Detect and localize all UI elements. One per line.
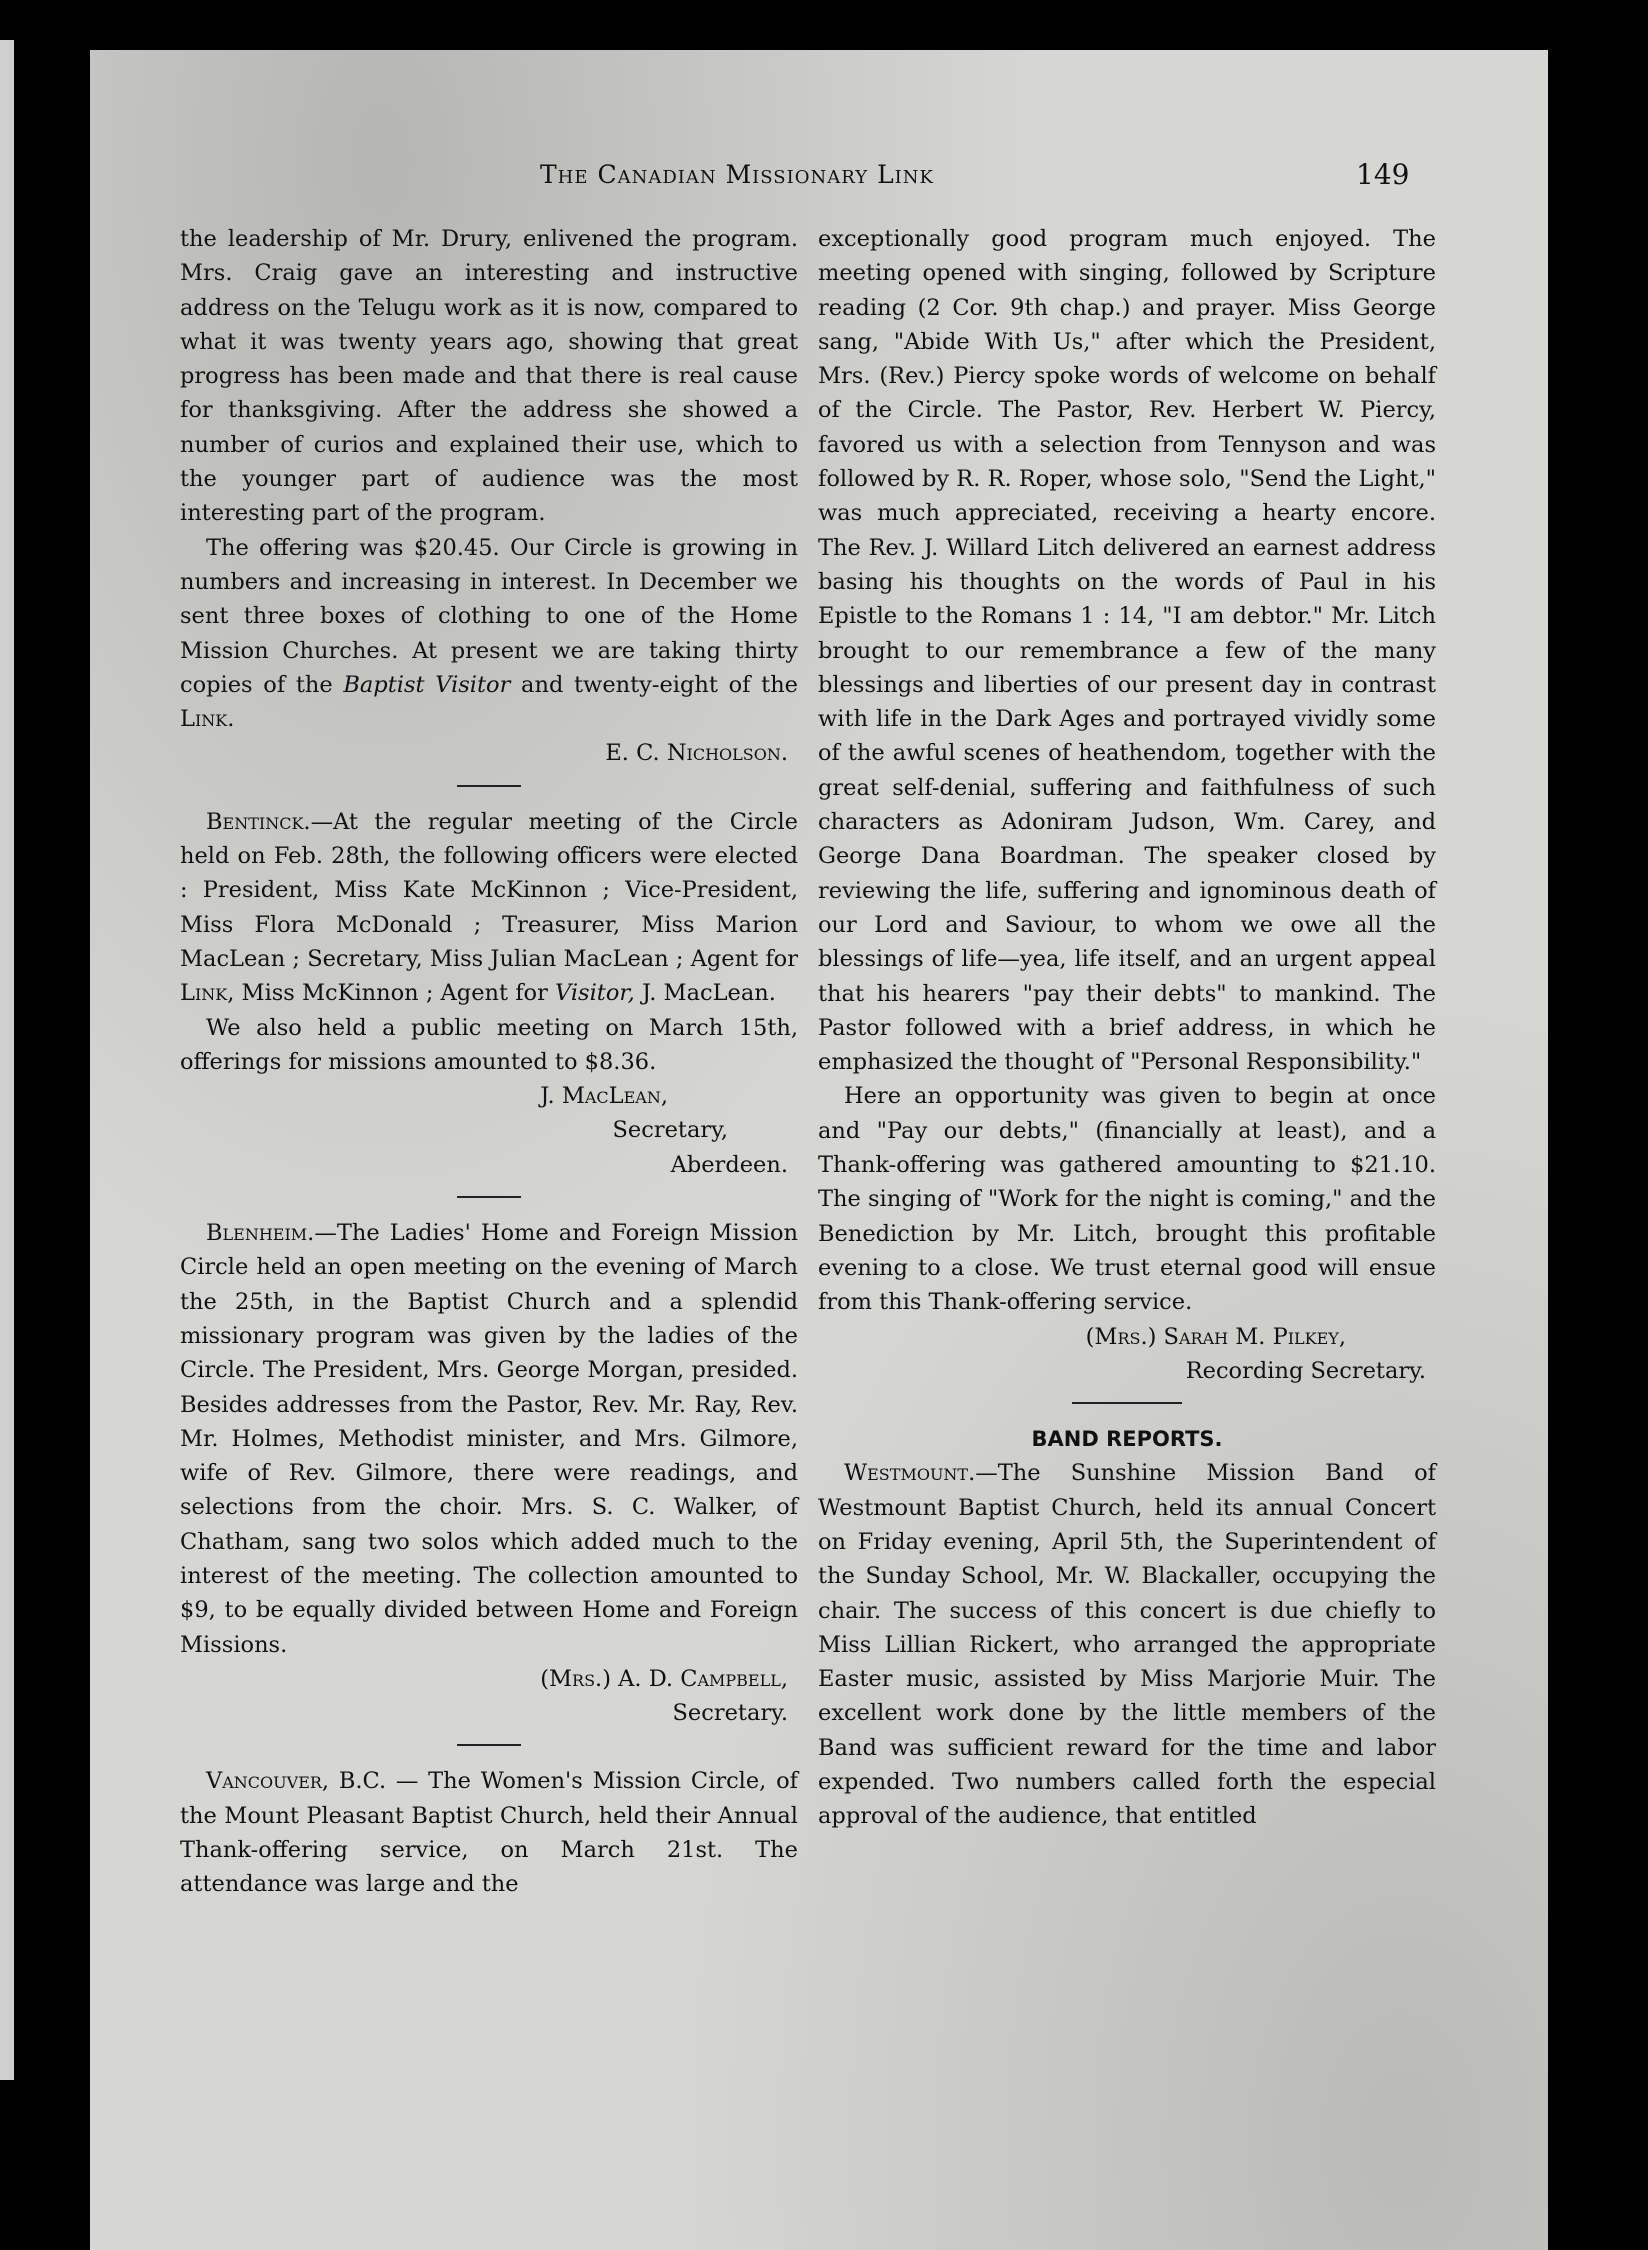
paragraph: Here an opportunity was given to begin at once and "Pay our debts," (financially at least), and a Thank-offering was gathered amounting to $21.10. The singing of "Work for the night is coming," and the Benediction by Mr. Litch, brought this profitable evening to a close. We trust eternal good will ensue from this Thank-offering service. — [818, 1083, 1436, 1316]
place-name: Blenheim. — [206, 1220, 315, 1247]
report-westmount — [818, 1456, 1436, 1833]
signature-name: (Mrs.) A. D. Campbell, — [540, 1665, 788, 1692]
signature-name: (Mrs.) Sarah M. Pilkey, — [1085, 1323, 1346, 1350]
report-vancouver — [180, 1764, 798, 1901]
text: and twenty-eight of the — [510, 671, 798, 698]
text: — The Women's Mission Circle, of the Mount Pleasant Baptist Church, held their Annual Thank-offering service, on March 21st. The attendance was large and the — [180, 1768, 798, 1898]
scan-border-right — [1548, 0, 1648, 2240]
place-name: Westmount. — [844, 1460, 976, 1487]
section-divider — [457, 1196, 521, 1198]
publication-title: Link, — [180, 980, 235, 1007]
report-blenheim — [180, 1216, 798, 1662]
place-name: Vancouver, B.C. — [206, 1768, 387, 1795]
paragraph: the leadership of Mr. Drury, enlivened the program. Mrs. Craig gave an interesting and instructive address on the Telugu work as it is now, compared to what it was twenty years ago, showing that great progress has been made and that there is real cause for thanksgiving. After the address she showed a number of curios and explained their use, which to the younger part of audience was the most interesting part of the program. — [180, 226, 798, 527]
signature-title: Secretary, — [612, 1117, 728, 1144]
signature-place: Aberdeen. — [670, 1151, 788, 1178]
text: —The Ladies' Home and Foreign Mission Circle held an open meeting on the evening of March the 25th, in the Baptist Church and a splendid missionary program was given by the ladies of the Circle. The President, Mrs. George Morgan, presided. Besides addresses from the Pastor, Rev. Mr. Ray, Rev. Mr. Holmes, Methodist minister, and Mrs. Gilmore, wife of Rev. Gilmore, there were readings, and selections from the choir. Mrs. S. C. Walker, of Chatham, sang two solos which added much to the interest of the meeting. The collection amounted to $9, to be equally divided between Home and Foreign Missions. — [180, 1220, 798, 1658]
page-number: 149 — [1356, 158, 1410, 191]
publication-title: Baptist Visitor — [343, 671, 511, 698]
text: The offering was $20.45. Our Circle is growing in numbers and increasing in interest. In December we sent three boxes of clothing to one of the Home Mission Churches. At present we are taking thirty copies of the — [180, 534, 798, 698]
signature-name: J. MacLean, — [540, 1083, 668, 1110]
running-title: The Canadian Missionary Link — [540, 160, 934, 189]
signature-title: Secretary. — [672, 1700, 788, 1727]
text: Miss McKinnon ; Agent for — [234, 980, 555, 1007]
section-divider — [457, 1744, 521, 1746]
section-divider — [1072, 1402, 1182, 1404]
right-column — [818, 222, 1436, 1834]
report-bentinck — [180, 805, 798, 1011]
section-heading: BAND REPORTS. — [1031, 1427, 1223, 1452]
paragraph: exceptionally good program much enjoyed. The meeting opened with singing, followed by Scripture reading (2 Cor. 9th chap.) and prayer. Miss George sang, "Abide With Us," after which the President, Mrs. (Rev.) Piercy spoke words of welcome on behalf of the Circle. The Pastor, Rev. Herbert W. Piercy, favored us with a selection from Tennyson and was followed by R. R. Roper, whose solo, "Send the Light," was much appreciated, receiving a hearty encore. The Rev. J. Willard Litch delivered an earnest address basing his thoughts on the words of Paul in his Epistle to the Romans 1 : 14, "I am debtor." Mr. Litch brought to our remembrance a few of the many blessings and liberties of our present day in contrast with life in the Dark Ages and portrayed vividly some of the awful scenes of heathendom, together with the great self-denial, suffering and faithfulness of such characters as Adoniram Judson, Wm. Carey, and George Dana Boardman. The speaker closed by reviewing the life, suffering and ignominous death of our Lord and Saviour, to whom we owe all the blessings of life—yea, life itself, and an urgent appeal that his hearers "pay their debts" to mankind. The Pastor followed with a brief address, in which he emphasized the thought of "Personal Responsibility." — [818, 226, 1436, 1076]
scan-page-edge — [0, 40, 14, 2080]
text: —The Sunshine Mission Band of Westmount Baptist Church, held its annual Concert on Friday evening, April 5th, the Superintendent of the Sunday School, Mr. W. Blackaller, occupying the chair. The success of this concert is due chiefly to Miss Lillian Rickert, who arranged the appropriate Easter music, assisted by Miss Marjorie Muir. The excellent work done by the little members of the Band was sufficient reward for the time and labor expended. Two numbers called forth the especial approval of the audience, that entitled — [818, 1460, 1436, 1830]
signature-title: Recording Secretary. — [1185, 1357, 1426, 1384]
text: J. MacLean. — [634, 980, 776, 1007]
section-divider — [457, 785, 521, 787]
paragraph-offering — [180, 531, 798, 737]
place-name: Bentinck. — [206, 808, 311, 835]
left-column — [180, 222, 798, 1902]
publication-title: Visitor, — [555, 980, 635, 1007]
signature: E. C. Nicholson. — [605, 740, 788, 767]
publication-title: Link. — [180, 706, 235, 733]
text: —At the regular meeting of the Circle held on Feb. 28th, the following officers were elected : President, Miss Kate McKinnon ; Vice-President, Miss Flora McDonald ; Treasurer, Miss Marion MacLean ; Secretary, Miss Julian MacLean ; Agent for — [180, 808, 798, 972]
paragraph: We also held a public meeting on March 15th, offerings for missions amounted to $8.36. — [180, 1014, 798, 1075]
